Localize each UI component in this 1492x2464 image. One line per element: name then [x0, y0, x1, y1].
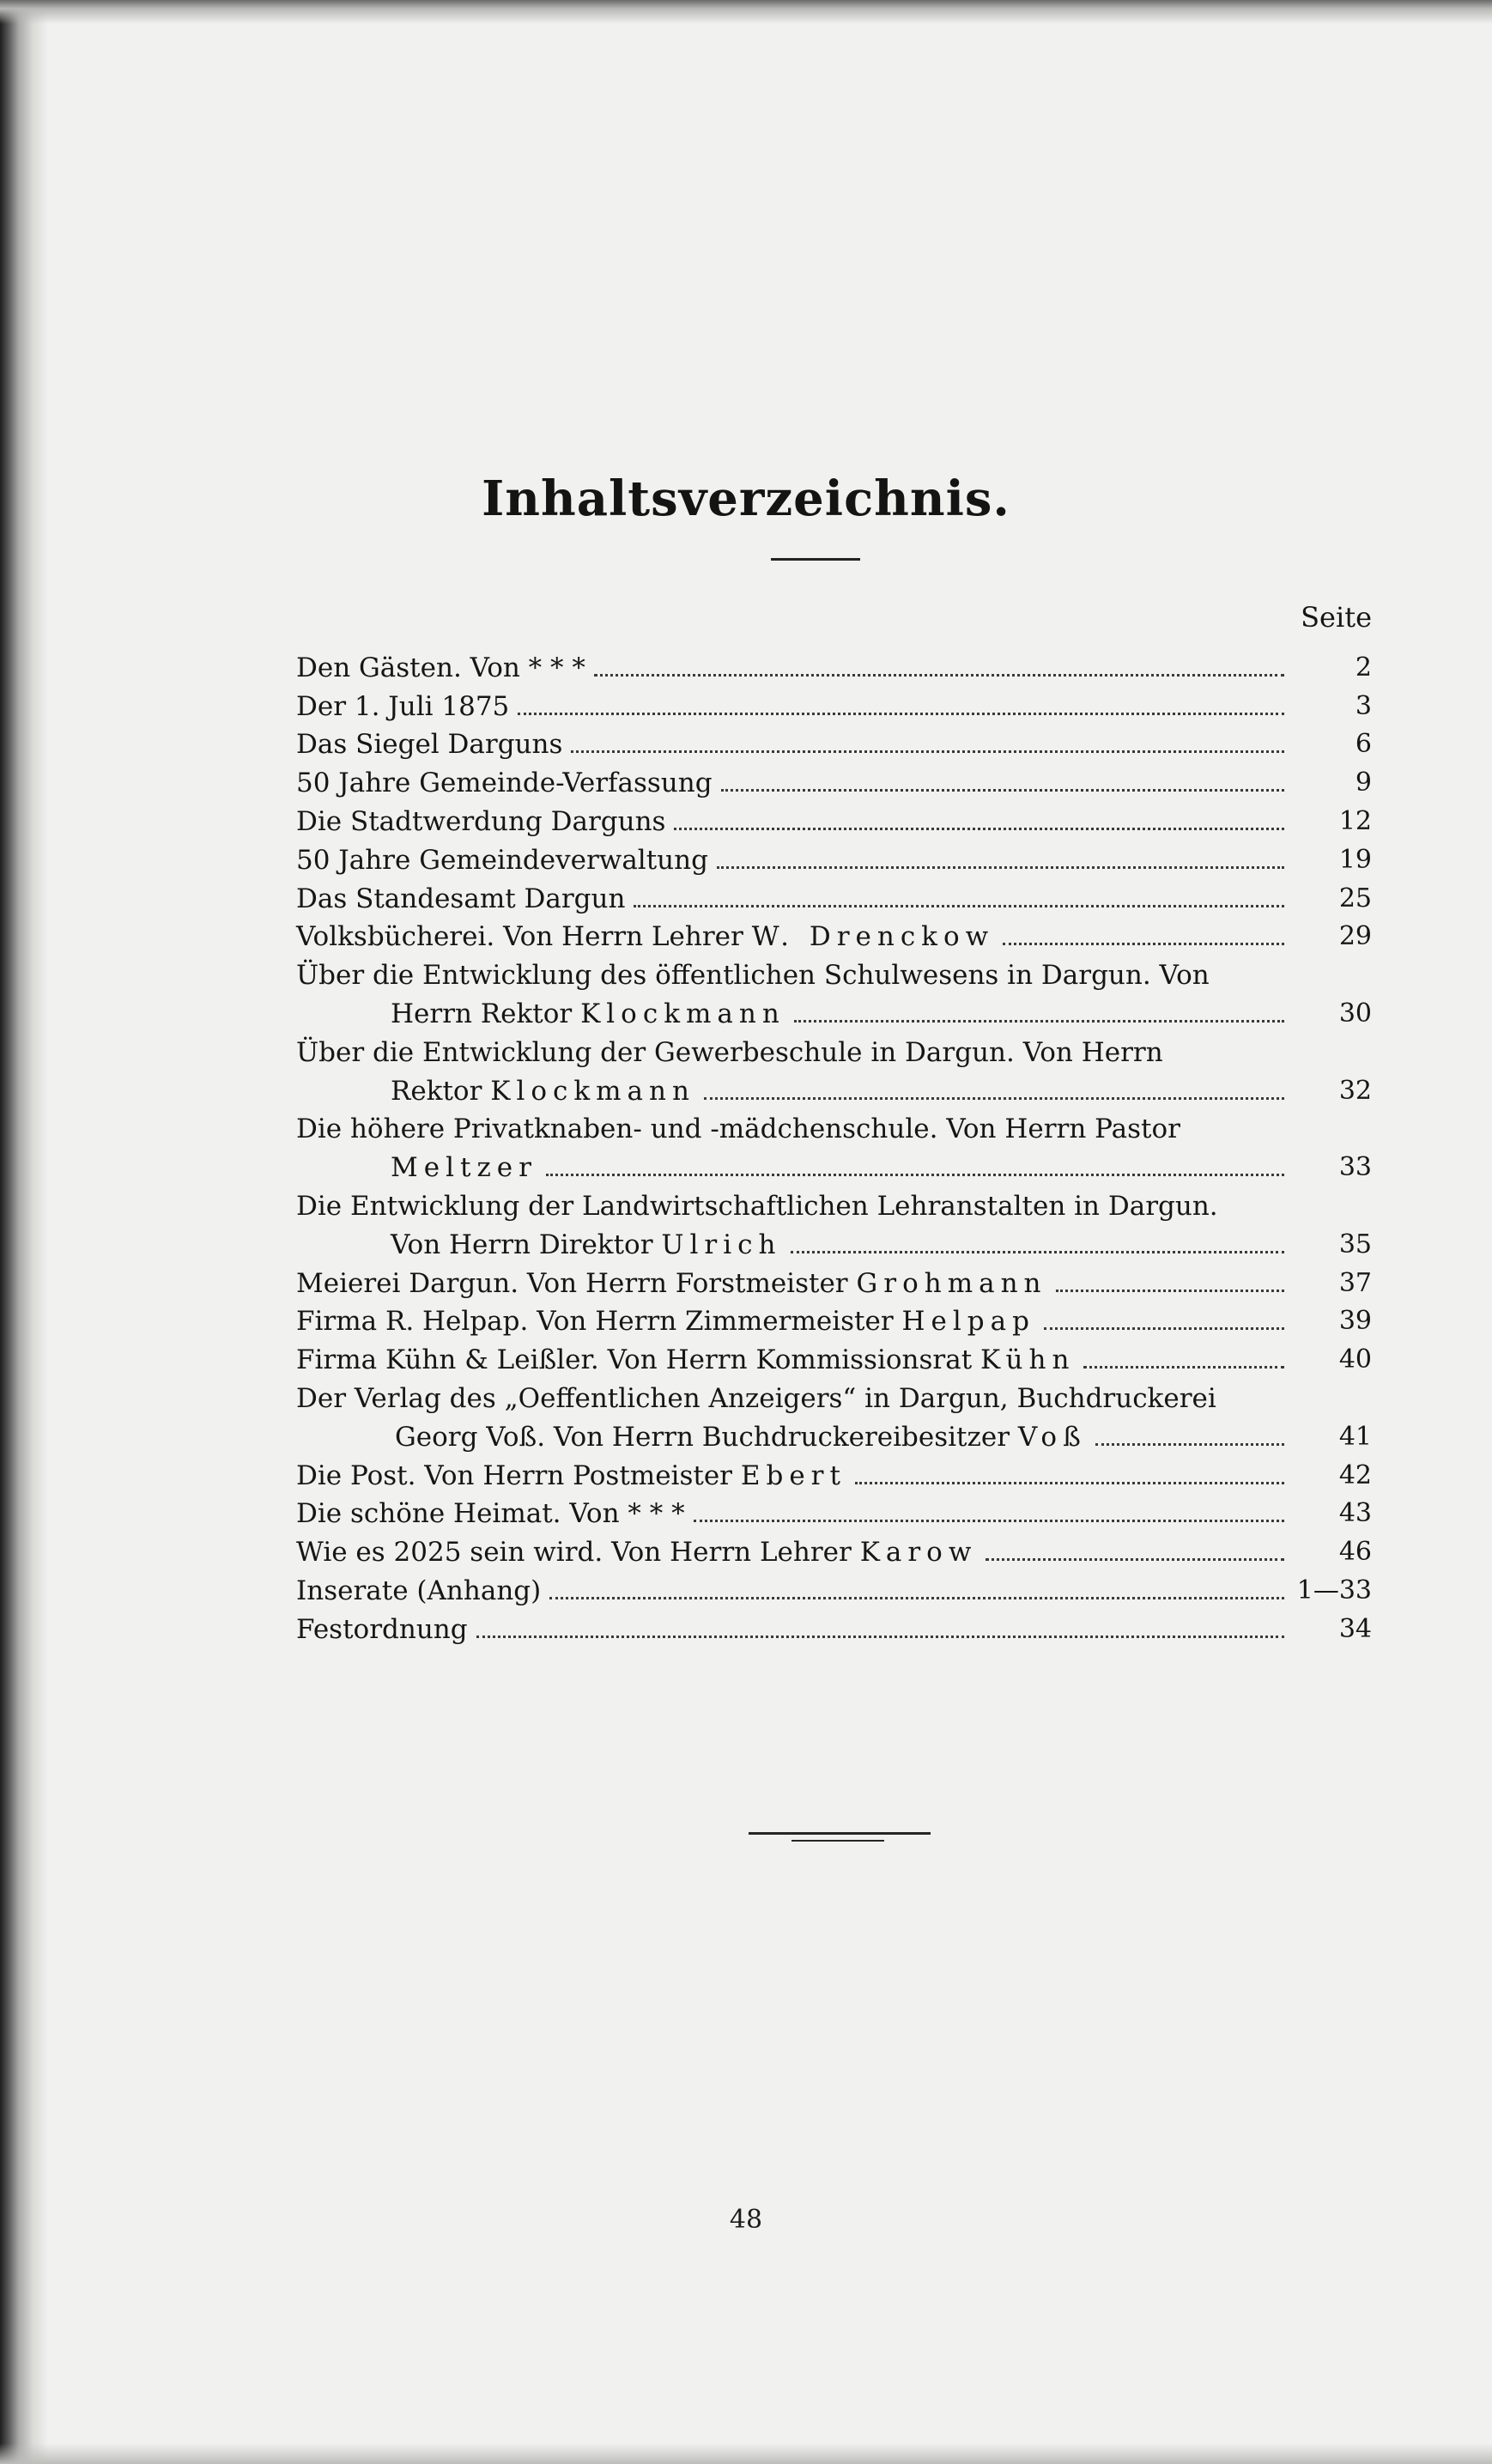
dot-leader [986, 1558, 1284, 1561]
dot-leader [1044, 1327, 1284, 1330]
toc-entry-title-main: Die Post. Von Herrn Postmeister [296, 1460, 732, 1491]
dot-leader [549, 1597, 1284, 1599]
toc-entry-title: Festordnung [296, 1613, 468, 1645]
dot-leader [546, 1174, 1284, 1176]
toc-entry [296, 648, 1372, 687]
toc-entry-title: Das Siegel Darguns [296, 729, 563, 761]
toc-entry-title-main: Firma R. Helpap. Von Herrn Zimmermeister [296, 1306, 894, 1338]
toc-entry-title: 50 Jahre Gemeindeverwaltung [296, 844, 708, 876]
toc-entry-title-continued [296, 995, 794, 1033]
toc-entry-author: Voß [1017, 1421, 1087, 1453]
toc-entry-continuation [296, 1417, 1372, 1456]
toc-entry-page: 43 [1338, 1498, 1372, 1529]
dot-leader [704, 1097, 1284, 1100]
toc-entry-page: 39 [1338, 1306, 1372, 1337]
toc-entry-page: 25 [1338, 883, 1372, 913]
toc-entry [296, 687, 1372, 725]
toc-entry-title [296, 1457, 855, 1495]
toc-entry-author: W. Drenckow [751, 921, 995, 953]
toc-entry-first-line [296, 1033, 1372, 1071]
toc-entry-page: 30 [1338, 998, 1372, 1029]
toc-entry-title-main: Wie es 2025 sein wird. Von Herrn Lehrer [296, 1537, 852, 1569]
toc-entry-title: Den Gästen. Von * * * [296, 652, 585, 683]
dot-leader [791, 1251, 1285, 1253]
table-of-contents [296, 648, 1372, 1648]
toc-entry-author: Helpap [901, 1306, 1035, 1338]
toc-entry-continuation [296, 1225, 1372, 1264]
toc-entry-title: Inserate (Anhang) [296, 1575, 542, 1606]
toc-entry-page: 41 [1338, 1421, 1372, 1452]
toc-entry [296, 1532, 1372, 1571]
toc-entry-title-continuation: Von Herrn Direktor [391, 1229, 653, 1260]
dot-leader [717, 866, 1284, 869]
dot-leader [694, 1520, 1284, 1522]
toc-entry-title-continuation: Herrn Rektor [391, 998, 573, 1029]
toc-entry-continuation [296, 1148, 1372, 1186]
toc-entry-title: Die Entwicklung der Landwirtschaftlichen Lehranstalten in Dargun. [296, 1190, 1218, 1222]
toc-entry-author: Ulrich [661, 1229, 782, 1260]
dot-leader [1095, 1443, 1284, 1446]
toc-entry-title-continuation: Rektor [391, 1075, 482, 1107]
toc-entry-title-continued [296, 1418, 1095, 1456]
toc-entry-author: Klockmann [490, 1075, 695, 1107]
bottom-edge-shadow [0, 2443, 1492, 2464]
toc-entry-author: Meltzer [391, 1152, 537, 1184]
toc-entry-page: 3 [1355, 690, 1372, 721]
dot-leader [855, 1482, 1284, 1484]
toc-entry-page: 6 [1355, 729, 1372, 760]
toc-entry-title: Das Standesamt Dargun [296, 883, 626, 914]
title-rule [771, 558, 860, 561]
toc-entry-title-continuation: Georg Voß. Von Herrn Buchdruckereibesitzer [395, 1421, 1010, 1453]
toc-entry-title: Der Verlag des „Oeffentlichen Anzeigers“ in Dargun, Buchdruckerei [296, 1382, 1216, 1414]
toc-entry-title [296, 1533, 986, 1571]
toc-entry-title-main: Firma Kühn & Leißler. Von Herrn Kommissionsrat [296, 1344, 973, 1376]
toc-entry [296, 918, 1372, 956]
toc-entry [296, 1495, 1372, 1533]
toc-entry-title-main: Volksbücherei. Von Herrn Lehrer [296, 921, 743, 953]
binding-shadow [0, 0, 48, 2464]
toc-entry [296, 1456, 1372, 1495]
dot-leader [1083, 1366, 1284, 1369]
toc-entry-title: Die höhere Privatknaben- und -mädchenschule. Von Herrn Pastor [296, 1114, 1180, 1145]
toc-entry [296, 1264, 1372, 1302]
toc-entry-title [296, 918, 1003, 956]
toc-entry [296, 725, 1372, 764]
toc-entry-author: Kühn [980, 1344, 1076, 1376]
toc-entry-author: Karow [859, 1537, 978, 1569]
toc-entry-continuation [296, 994, 1372, 1033]
toc-entry-first-line [296, 1379, 1372, 1417]
toc-entry-title [296, 1265, 1056, 1302]
closing-rule-short [791, 1840, 884, 1842]
dot-leader [1003, 943, 1284, 945]
toc-entry-title [296, 1341, 1083, 1379]
toc-entry-page: 29 [1338, 921, 1372, 952]
toc-entry [296, 879, 1372, 918]
dot-leader [571, 750, 1284, 753]
toc-entry [296, 841, 1372, 879]
toc-entry-page: 1—33 [1296, 1575, 1372, 1605]
dot-leader [1056, 1290, 1284, 1292]
toc-entry [296, 1340, 1372, 1379]
page-column-label: Seite [1301, 601, 1372, 634]
toc-entry-title: Über die Entwicklung des öffentlichen Schulwesens in Dargun. Von [296, 960, 1210, 992]
top-edge-shadow [0, 0, 1492, 24]
toc-entry-first-line [296, 1186, 1372, 1225]
page-title: Inhaltsverzeichnis. [482, 470, 1010, 527]
toc-entry-page: 9 [1355, 768, 1372, 798]
toc-entry-page: 2 [1355, 652, 1372, 683]
toc-entry-title: Über die Entwicklung der Gewerbeschule in Dargun. Von Herrn [296, 1036, 1163, 1068]
dot-leader [674, 828, 1284, 830]
dot-leader [794, 1020, 1284, 1023]
toc-entry-author: Klockmann [580, 998, 785, 1029]
toc-entry-first-line [296, 1110, 1372, 1149]
dot-leader [634, 905, 1284, 907]
toc-entry [296, 763, 1372, 802]
toc-entry-page: 37 [1338, 1267, 1372, 1298]
toc-entry-page: 34 [1338, 1613, 1372, 1644]
toc-entry-page: 19 [1338, 844, 1372, 875]
toc-entry [296, 1610, 1372, 1648]
toc-entry-page: 32 [1338, 1075, 1372, 1106]
toc-entry-page: 40 [1338, 1344, 1372, 1375]
toc-entry-title: Die Stadtwerdung Darguns [296, 805, 666, 837]
toc-entry-first-line [296, 956, 1372, 994]
toc-entry-page: 46 [1338, 1537, 1372, 1568]
toc-entry-title: 50 Jahre Gemeinde-Verfassung [296, 768, 713, 799]
toc-entry-author: Grohmann [856, 1267, 1047, 1299]
dot-leader [721, 789, 1284, 792]
toc-entry-title-main: Meierei Dargun. Von Herrn Forstmeister [296, 1267, 848, 1299]
toc-entry-title-continued [296, 1149, 546, 1186]
toc-entry-title-continued [296, 1072, 704, 1110]
dot-leader [594, 674, 1284, 677]
page-number: 48 [729, 2205, 763, 2235]
toc-entry [296, 802, 1372, 841]
toc-entry [296, 1571, 1372, 1610]
toc-entry [296, 1302, 1372, 1341]
toc-entry-title: Die schöne Heimat. Von * * * [296, 1498, 685, 1530]
closing-rule [749, 1832, 931, 1835]
toc-entry-author: Ebert [740, 1460, 846, 1491]
dot-leader [476, 1636, 1284, 1638]
toc-entry-page: 35 [1338, 1229, 1372, 1259]
toc-entry-title: Der 1. Juli 1875 [296, 690, 510, 722]
toc-entry-title-continued [296, 1226, 791, 1264]
toc-entry-page: 42 [1338, 1460, 1372, 1490]
toc-entry-page: 12 [1338, 805, 1372, 836]
toc-entry-title [296, 1302, 1044, 1340]
toc-entry-continuation [296, 1071, 1372, 1110]
toc-entry-page: 33 [1338, 1152, 1372, 1183]
dot-leader [518, 713, 1284, 715]
